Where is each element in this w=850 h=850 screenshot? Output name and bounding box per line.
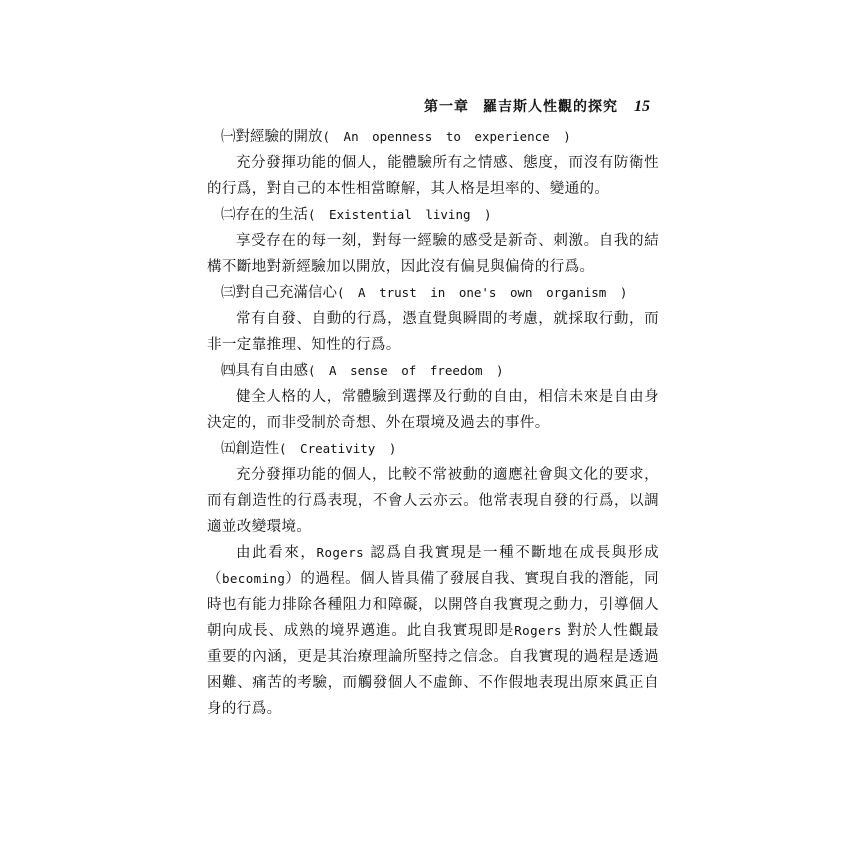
section-heading-en: ( Existential living ): [308, 207, 492, 222]
page-number: 15: [634, 98, 650, 115]
section-heading-en: ( An openness to experience ): [322, 129, 571, 144]
section-heading-3: [207, 280, 659, 306]
section-body-3: 常有自發、自動的行爲，憑直覺與瞬間的考慮，就採取行動，而非一定靠推理、知性的行爲。: [207, 311, 659, 353]
conclusion-term-becoming: becoming: [221, 571, 286, 586]
section-body-1: 充分發揮功能的個人，能體驗所有之情感、態度，而沒有防衛性的行爲，對自己的本性相當瞭解，其人格是坦率的、變通的。: [207, 155, 659, 197]
section-heading-zh: ㈠對經驗的開放: [221, 129, 323, 145]
chapter-title: 羅吉斯人性觀的探究: [483, 99, 618, 115]
conclusion-term-rogers: Rogers: [316, 545, 365, 560]
section-body-2: 享受存在的每一刻，對每一經驗的感受是新奇、刺激。自我的結構不斷地對新經驗加以開放，因此沒有偏見與偏倚的行爲。: [207, 233, 659, 275]
conclusion-paragraph: [207, 540, 659, 722]
section-heading-zh: ㈣具有自由感: [221, 363, 308, 379]
section-heading-zh: ㈡存在的生活: [221, 207, 308, 223]
conclusion-text-3: ）的過程。個人皆具備了發展自我、實現自我的潛能，同時也有能力排除各種阻力和障礙，以開啓自我實現之動力，引導個人朝向成長、成熟的境界邁進。此自我實現即是: [207, 571, 659, 639]
conclusion-term-rogers-2: Rogers: [514, 623, 562, 638]
running-header: [424, 96, 650, 116]
section-heading-zh: ㈤創造性: [221, 441, 279, 457]
section-heading-en: ( A trust in one's own organism ): [337, 285, 628, 300]
conclusion-text-1: 由此看來，: [236, 545, 317, 561]
section-heading-5: [207, 436, 659, 462]
body-text: [207, 124, 659, 722]
conclusion-text-4: 對於人性觀最重要的內涵，更是其治療理論所堅持之信念。自我實現的過程是透過困難、痛苦的考驗，而觸發個人不虛飾、不作假地表現出原來眞正自身的行爲。: [207, 623, 659, 717]
section-heading-zh: ㈢對自己充滿信心: [221, 285, 337, 301]
section-heading-en: ( Creativity ): [279, 441, 397, 456]
conclusion-text-2: 認爲自我實現是一種不斷地在成長與形成（: [207, 545, 659, 587]
chapter-label: 第一章: [424, 99, 469, 115]
section-heading-4: [207, 358, 659, 384]
section-heading-en: ( A sense of freedom ): [308, 363, 504, 378]
section-heading-1: [207, 124, 659, 150]
section-body-4: 健全人格的人，常體驗到選擇及行動的自由，相信未來是自由身決定的，而非受制於奇想、外在環境及過去的事件。: [207, 389, 659, 431]
section-body-5: 充分發揮功能的個人，比較不常被動的適應社會與文化的要求，而有創造性的行爲表現，不會人云亦云。他常表現自發的行爲，以調適並改變環境。: [207, 467, 659, 535]
section-heading-2: [207, 202, 659, 228]
